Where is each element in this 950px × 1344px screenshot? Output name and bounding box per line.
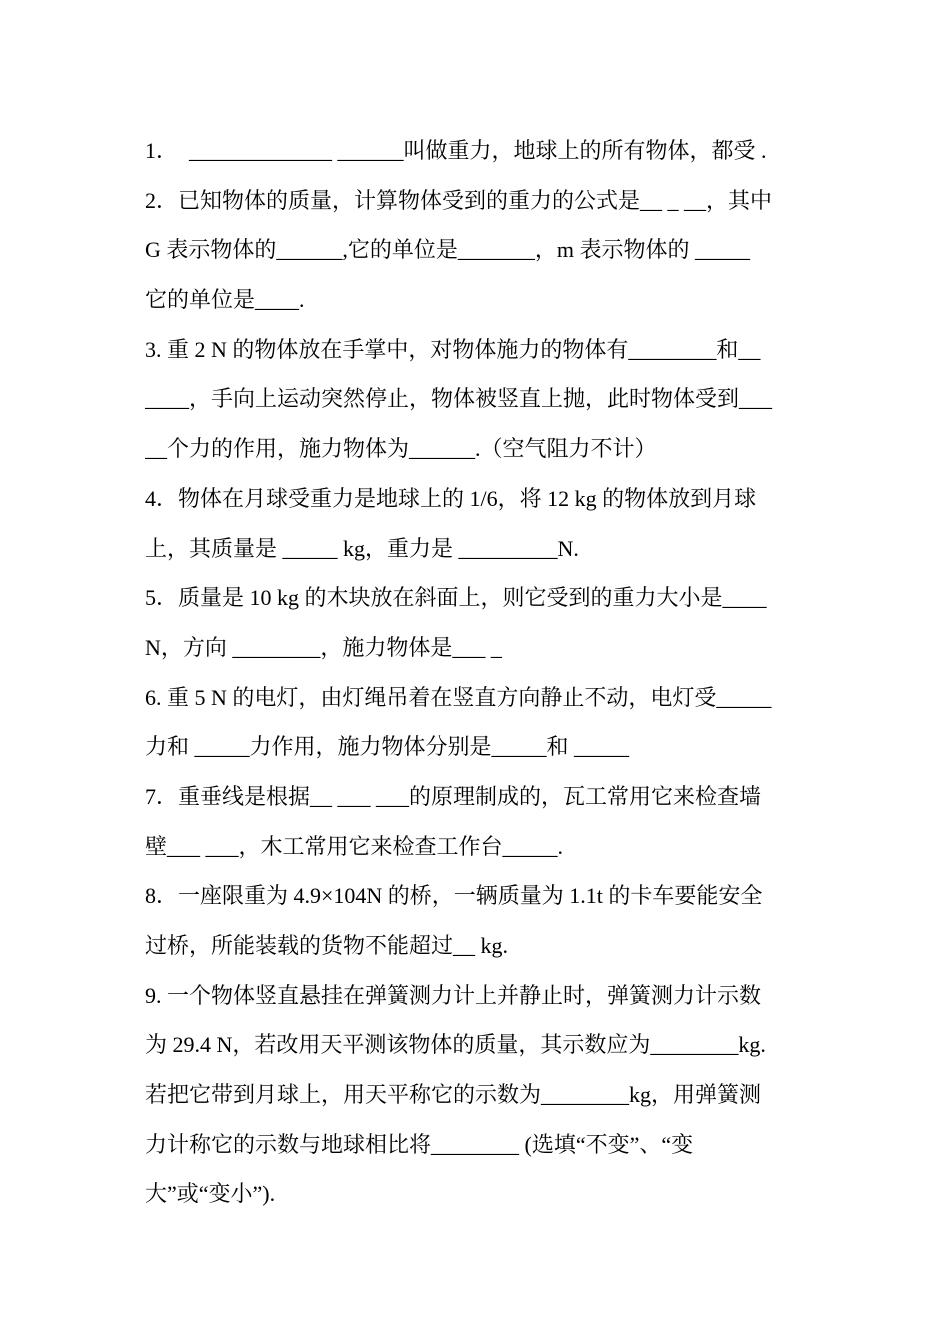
q6-line-2: 力和 _____力作用，施力物体分别是_____和 _____ [145, 734, 630, 760]
q5-line-2: N，方向 ________，施力物体是___ _ [145, 634, 502, 660]
q3-line-2: ____，手向上运动突然停止，物体被竖直上抛，此时物体受到___ [145, 386, 773, 412]
q2-line-3: 它的单位是____. [145, 287, 305, 313]
q2-line-1: 2．已知物体的质量，计算物体受到的重力的公式是__ _ __，其中 [145, 187, 773, 213]
q9-line-2: 为 29.4 N，若改用天平测该物体的质量，其示数应为________kg. [145, 1032, 766, 1058]
q4-line-2: 上，其质量是 _____ kg，重力是 _________N. [145, 535, 579, 561]
q9-line-4: 力计称它的示数与地球相比将________ (选填“不变”、“变 [145, 1131, 694, 1157]
q4-line-1: 4．物体在月球受重力是地球上的 1/6，将 12 kg 的物体放到月球 [145, 485, 757, 511]
q8-line-2: 过桥，所能装载的货物不能超过__ kg. [145, 933, 509, 958]
q7-line-1: 7．重垂线是根据__ ___ ___的原理制成的，瓦工常用它来检查墙 [145, 783, 762, 809]
q9-line-5: 大”或“变小”). [145, 1181, 276, 1207]
q3-line-1: 3. 重 2 N 的物体放在手掌中，对物体施力的物体有________和__ [145, 336, 761, 362]
q6-line-1: 6. 重 5 N 的电灯，由灯绳吊着在竖直方向静止不动，电灯受_____ [145, 684, 772, 710]
q1-line-1: 1． _____________ ______叫做重力，地球上的所有物体，都受 . [145, 138, 767, 163]
q9-line-1: 9. 一个物体竖直悬挂在弹簧测力计上并静止时，弹簧测力计示数 [145, 982, 762, 1008]
q8-line-1: 8．一座限重为 4.9×104N 的桥，一辆质量为 1.1t 的卡车要能安全 [145, 883, 763, 909]
q9-line-3: 若把它带到月球上，用天平称它的示数为________kg，用弹簧测 [145, 1082, 762, 1108]
q2-line-2: G 表示物体的______,它的单位是_______，m 表示物体的 _____ [145, 237, 751, 263]
question-list [145, 126, 810, 1219]
q7-line-2: 壁___ ___，木工常用它来检查工作台_____. [145, 833, 564, 859]
q3-line-3: __个力的作用，施力物体为______.（空气阻力不计） [145, 436, 657, 462]
q5-line-1: 5．质量是 10 kg 的木块放在斜面上，则它受到的重力大小是____ [145, 585, 767, 611]
